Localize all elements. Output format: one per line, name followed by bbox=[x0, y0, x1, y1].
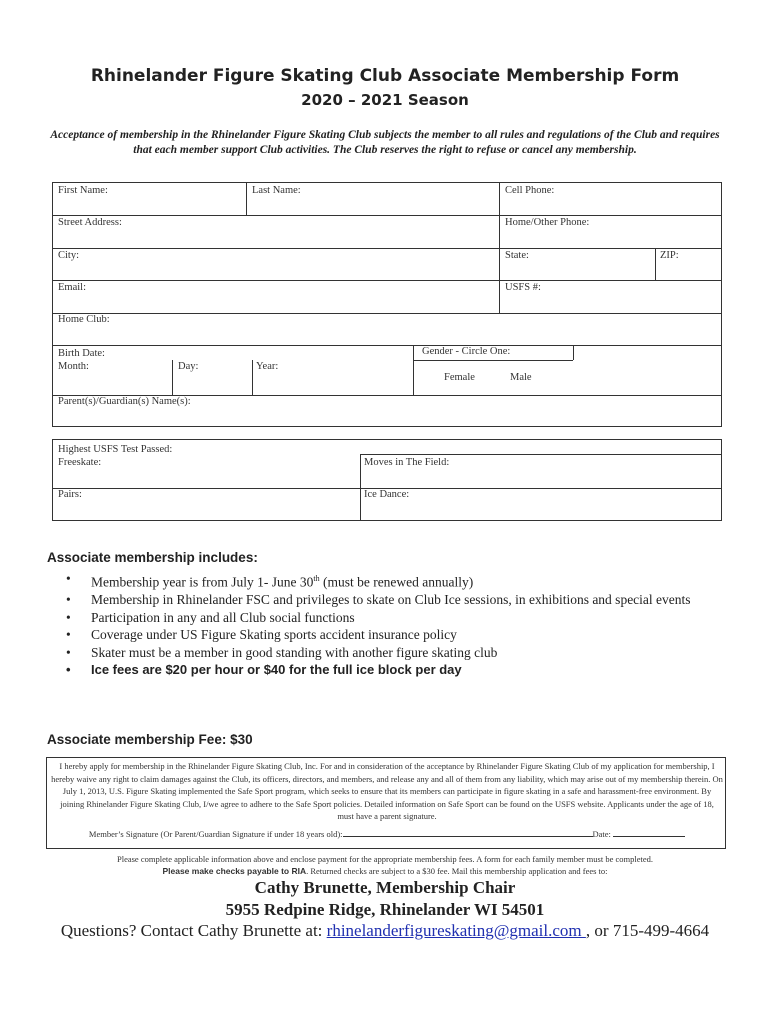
freeskate-field[interactable]: Freeskate: bbox=[58, 457, 102, 468]
form-title: Rhinelander Figure Skating Club Associate Membership Form bbox=[90, 66, 680, 86]
member-info-box bbox=[52, 182, 722, 427]
bullet-icon: • bbox=[66, 571, 71, 586]
first-name-field[interactable]: First Name: bbox=[58, 185, 108, 196]
signature-line[interactable] bbox=[47, 828, 727, 839]
zip-field[interactable]: ZIP: bbox=[660, 250, 679, 261]
waiver-box bbox=[46, 757, 726, 849]
list-item: • Skater must be a member in good standing with another figure skating club bbox=[66, 644, 498, 660]
birth-date-label: Birth Date: bbox=[58, 348, 105, 359]
bullet-icon: • bbox=[66, 592, 71, 607]
usfs-test-heading: Highest USFS Test Passed: bbox=[58, 444, 173, 455]
list-item: • Ice fees are $20 per hour or $40 for the full ice block per day bbox=[66, 662, 462, 677]
includes-heading: Associate membership includes: bbox=[47, 550, 258, 565]
gender-label: Gender - Circle One: bbox=[422, 346, 511, 357]
pairs-field[interactable]: Pairs: bbox=[58, 489, 82, 500]
parent-guardian-field[interactable]: Parent(s)/Guardian(s) Name(s): bbox=[58, 396, 191, 407]
cell-phone-field[interactable]: Cell Phone: bbox=[505, 185, 555, 196]
birth-month-field[interactable]: Month: bbox=[58, 361, 89, 372]
birth-year-field[interactable]: Year: bbox=[256, 361, 279, 372]
bullet-icon: • bbox=[66, 627, 71, 642]
bullet-icon: • bbox=[66, 662, 71, 677]
season-label: 2020 – 2021 Season bbox=[301, 91, 469, 109]
signature-label: Member’s Signature (Or Parent/Guardian Signature if under 18 years old): bbox=[88, 829, 343, 839]
includes-list bbox=[64, 570, 704, 679]
birth-day-field[interactable]: Day: bbox=[178, 361, 199, 372]
gender-female-option[interactable]: Female bbox=[444, 372, 475, 383]
checks-text: Please make checks payable to RIA. Returned checks are subject to a $30 fee. Mail this membership application and fees to: bbox=[162, 866, 608, 876]
contact-email-link[interactable]: rhinelanderfigureskating@gmail.com bbox=[326, 921, 586, 940]
membership-chair: Cathy Brunette, Membership Chair bbox=[254, 878, 516, 897]
gender-male-option[interactable]: Male bbox=[510, 372, 532, 383]
list-item: • Membership in Rhinelander FSC and privileges to skate on Club Ice sessions, in exhibitions and special events bbox=[66, 592, 691, 607]
home-phone-field[interactable]: Home/Other Phone: bbox=[505, 217, 590, 228]
state-field[interactable]: State: bbox=[505, 250, 529, 261]
list-item: • Membership year is from July 1- June 30th (must be renewed annually) bbox=[66, 571, 474, 590]
bullet-icon: • bbox=[66, 644, 71, 660]
fee-heading: Associate membership Fee: $30 bbox=[47, 732, 253, 747]
contact-line: Questions? Contact Cathy Brunette at: rhinelanderfigureskating@gmail.com , or 715-499-4664 bbox=[60, 921, 710, 940]
waiver-text: I hereby apply for membership in the Rhinelander Figure Skating Club, Inc. For and in consideration of the acceptance by Rhinelander Figure Skating Club of my application for membership, I hereby waive any right to claim damages against the Club, its officers, directors, and members, and release any and all of them from any liability, which may arise out of my membership therein. On July 1, 2013, U.S. Figure Skating implemented the Safe Sport program, which seeks to ensure that its members can participate in figure skating in a safe and harassment-free environment. By joining Rhinelander Figure Skating Club, I/we agree to adhere to the Safe Sport policies. Detailed information on Safe Sport can be found on the USFS website. Applicants under the age of 18, must have a parent signature. bbox=[51, 761, 723, 821]
email-field[interactable]: Email: bbox=[58, 282, 86, 293]
mailing-address: 5955 Redpine Ridge, Rhinelander WI 54501 bbox=[225, 900, 545, 919]
last-name-field[interactable]: Last Name: bbox=[252, 185, 301, 196]
ice-dance-field[interactable]: Ice Dance: bbox=[364, 489, 410, 500]
instructions-text: Please complete applicable information above and enclose payment for the appropriate membership fees. A form for each family member must be completed. bbox=[116, 854, 654, 864]
bullet-icon: • bbox=[66, 609, 71, 625]
usfs-number-field[interactable]: USFS #: bbox=[505, 282, 541, 293]
moves-field[interactable]: Moves in The Field: bbox=[364, 457, 450, 468]
list-item: • Participation in any and all Club social functions bbox=[66, 609, 355, 625]
street-address-field[interactable]: Street Address: bbox=[58, 217, 122, 228]
list-item: • Coverage under US Figure Skating sports accident insurance policy bbox=[66, 627, 457, 642]
date-label: Date: bbox=[592, 829, 611, 839]
acceptance-statement: Acceptance of membership in the Rhinelander Figure Skating Club subjects the member to all rules and regulations of the Club and requires that each member support Club activities. The Club reserves the right to refuse or cancel any membership. bbox=[50, 129, 720, 156]
city-field[interactable]: City: bbox=[58, 250, 80, 261]
home-club-field[interactable]: Home Club: bbox=[58, 314, 110, 325]
